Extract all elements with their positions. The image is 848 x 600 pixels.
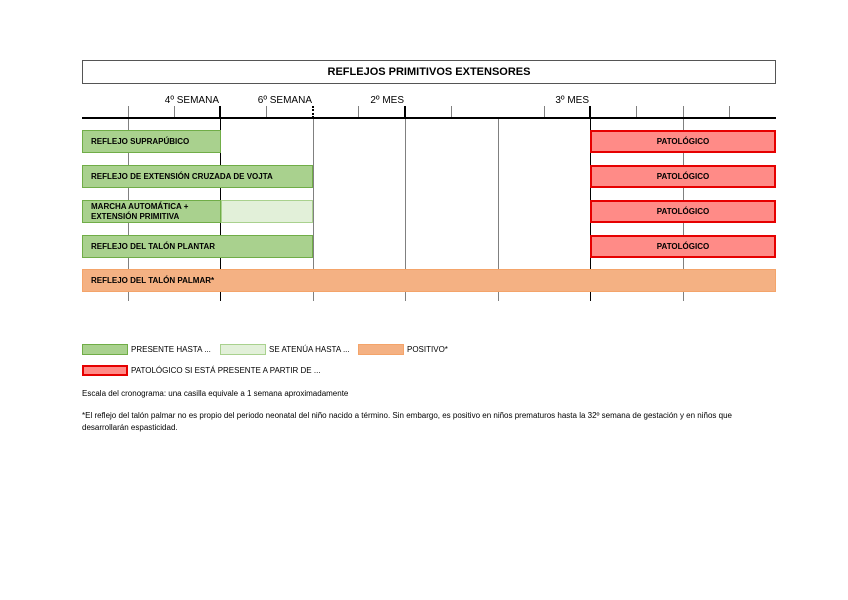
legend-swatch-positive [358, 344, 404, 355]
pathologic-label: PATOLÓGICO [656, 171, 710, 181]
bar-extension-cruzada [82, 165, 313, 188]
bar-suprapubico [82, 130, 221, 153]
scale-note: Escala del cronograma: una casilla equivale a 1 semana aproximadamente [82, 389, 349, 398]
tick-2-mes: 2º MES [370, 95, 404, 106]
pathologic-label: PATOLÓGICO [656, 206, 710, 216]
bar-marcha-automatica [82, 200, 221, 223]
row-label: REFLEJO DEL TALÓN PLANTAR [91, 241, 215, 251]
legend-label-positive: POSITIVO* [407, 345, 448, 354]
tick-4-semana: 4º SEMANA [164, 95, 219, 106]
timeline-axis [82, 117, 776, 119]
bar-suprapubico-pathologic [590, 130, 776, 153]
legend-label-attenuates: SE ATENÚA HASTA ... [269, 345, 350, 354]
footnote: *El reflejo del talón palmar no es propio del periodo neonatal del niño nacido a término. Sin embargo, es positivo en niños prematuros hasta la 32º semana de gestación y en niños que desarrollarán espasticidad. [82, 411, 732, 432]
legend-swatch-attenuates [220, 344, 266, 355]
row-label-line2: EXTENSIÓN PRIMITIVA [91, 211, 180, 221]
pathologic-label: PATOLÓGICO [656, 136, 710, 146]
bar-extension-cruzada-pathologic [590, 165, 776, 188]
row-label: REFLEJO DEL TALÓN PALMAR* [91, 275, 215, 285]
bar-talon-plantar [82, 235, 313, 258]
tick-6-semana: 6º SEMANA [257, 95, 312, 106]
bar-talon-palmar [82, 269, 776, 292]
chart-title: REFLEJOS PRIMITIVOS EXTENSORES [82, 60, 776, 84]
bar-talon-plantar-pathologic [590, 235, 776, 258]
bar-marcha-automatica-pathologic [590, 200, 776, 223]
bar-marcha-automatica-attenuates [221, 200, 313, 223]
legend-swatch-present [82, 344, 128, 355]
legend-label-present: PRESENTE HASTA ... [131, 345, 211, 354]
legend-swatch-pathologic [82, 365, 128, 376]
row-label: REFLEJO SUPRAPÚBICO [91, 136, 190, 146]
tick-3-mes: 3º MES [555, 95, 589, 106]
row-label: REFLEJO DE EXTENSIÓN CRUZADA DE VOJTA [91, 171, 273, 181]
row-label-line1: MARCHA AUTOMÁTICA + [91, 201, 189, 211]
pathologic-label: PATOLÓGICO [656, 241, 710, 251]
legend-label-pathologic: PATOLÓGICO SI ESTÁ PRESENTE A PARTIR DE ... [131, 366, 321, 375]
